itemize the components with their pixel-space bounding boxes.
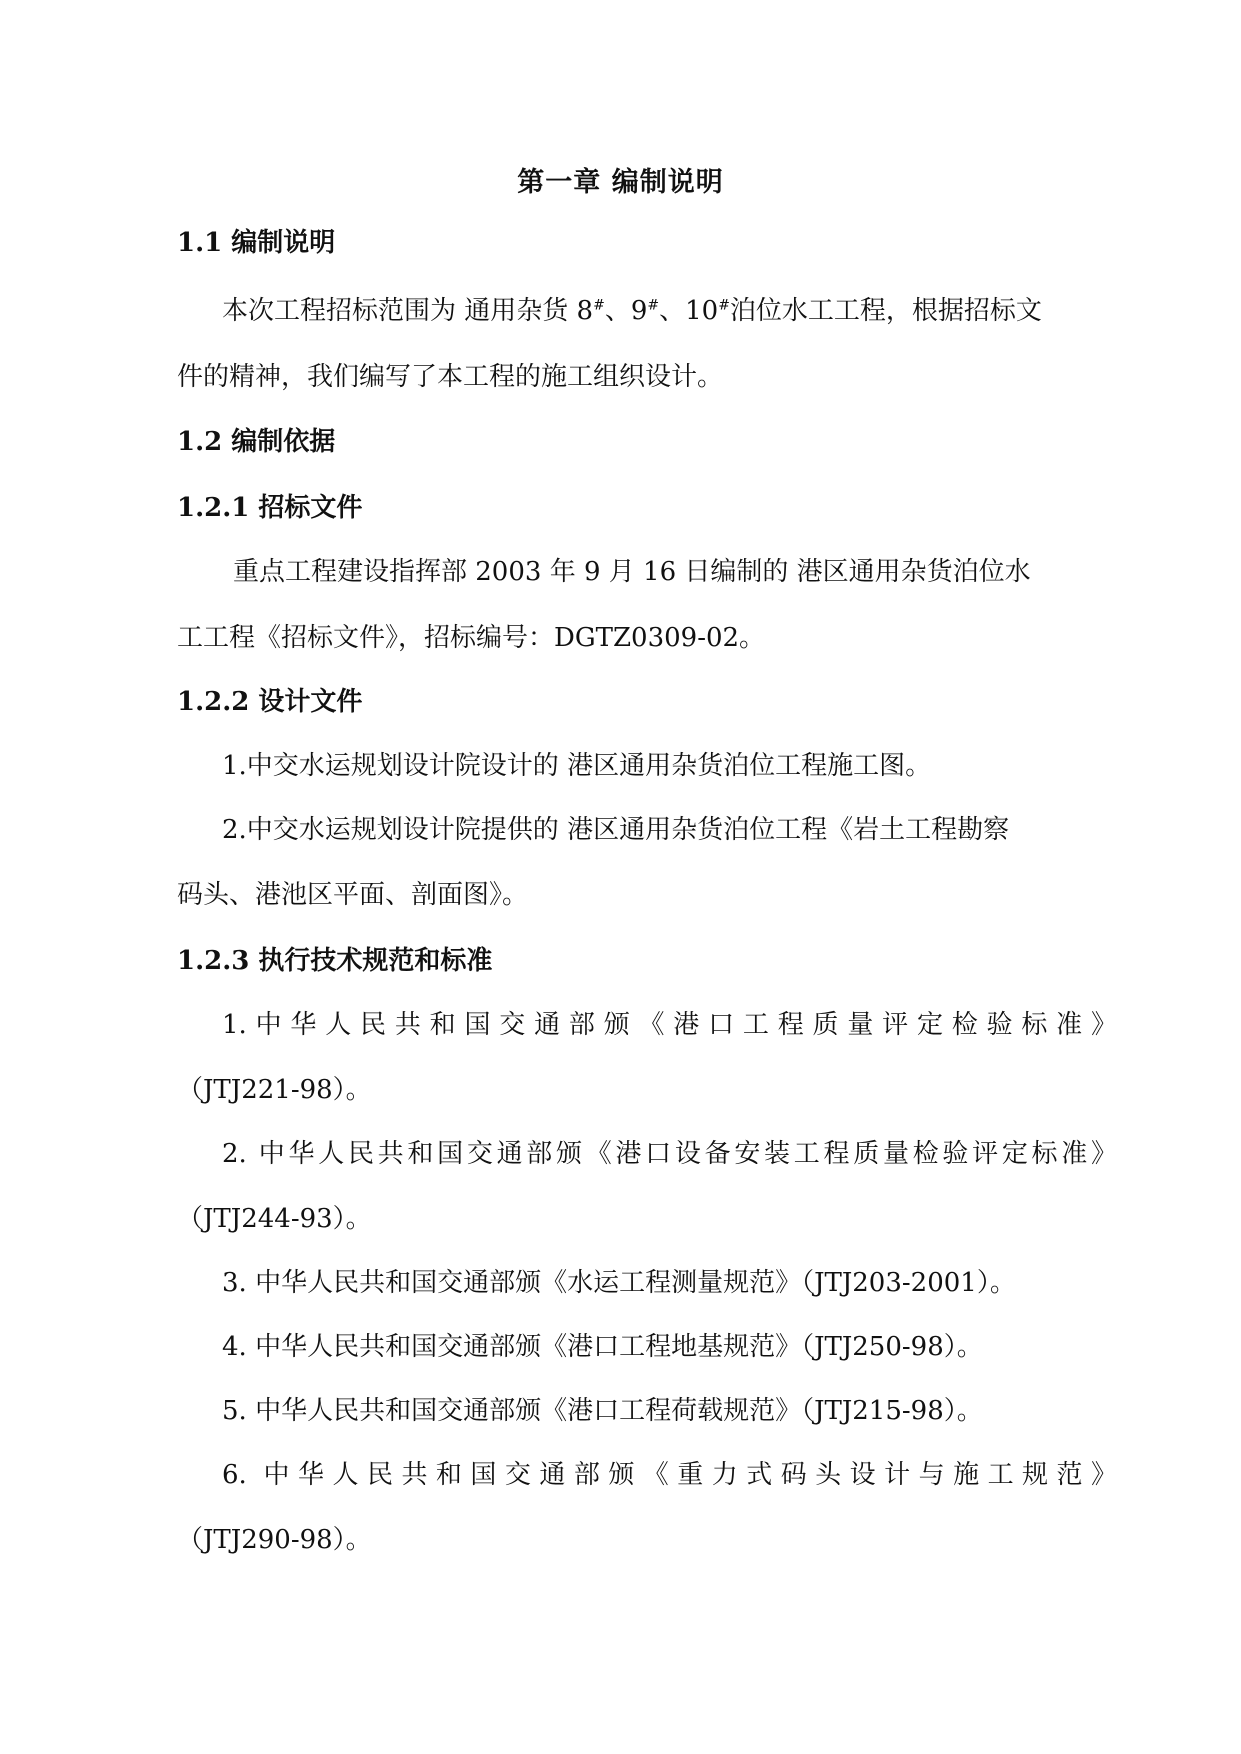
section-heading-1-1: 1.1 编制说明 [177,228,336,258]
standard-item-4: 4. 中华人民共和国交通部颁《港口工程地基规范》（JTJ250-98）。 [222,1332,983,1362]
design-doc-item-2-line2: 码头、港池区平面、剖面图》。 [177,880,529,910]
text-segment: 本次工程招标范围为 通用杂货 8 [222,296,594,326]
text-segment: 泊位水工工程，根据招标文 [729,296,1042,326]
superscript: # [647,297,660,314]
paragraph-1-1-line2: 件的精神，我们编写了本工程的施工组织设计。 [177,362,724,392]
design-doc-item-2-line1: 2.中交水运规划设计院提供的 港区通用杂货泊位工程《岩土工程勘察 [222,815,1010,845]
superscript: # [593,297,605,314]
superscript: # [718,297,730,314]
paragraph-1-1-line1 [222,290,1042,327]
text-segment: 、9 [604,296,648,326]
text-segment: 、10 [659,296,719,326]
paragraph-1-2-1-line2: 工工程《招标文件》，招标编号：DGTZ0309-02。 [177,623,766,653]
standard-item-3: 3. 中华人民共和国交通部颁《水运工程测量规范》（JTJ203-2001）。 [222,1268,1016,1298]
standard-item-5: 5. 中华人民共和国交通部颁《港口工程荷载规范》（JTJ215-98）。 [222,1396,983,1426]
section-heading-1-2-1: 1.2.1 招标文件 [177,493,363,523]
standard-item-1-line1: 1.中华人民共和国交通部颁《港口工程质量评定检验标准》 [222,1010,1117,1040]
chapter-title: 第一章 编制说明 [517,167,724,198]
paragraph-1-2-1-line1: 重点工程建设指挥部 2003 年 9 月 16 日编制的 港区通用杂货泊位水 [233,557,1031,587]
standard-item-6-line2: （JTJ290-98）。 [177,1525,372,1555]
section-heading-1-2: 1.2 编制依据 [177,427,336,457]
design-doc-item-1: 1.中交水运规划设计院设计的 港区通用杂货泊位工程施工图。 [222,751,932,781]
section-heading-1-2-2: 1.2.2 设计文件 [177,687,363,717]
standard-item-6-line1: 6. 中华人民共和国交通部颁《重力式码头设计与施工规范》 [222,1460,1117,1490]
section-heading-1-2-3: 1.2.3 执行技术规范和标准 [177,946,493,976]
standard-item-1-line2: （JTJ221-98）。 [177,1075,372,1105]
standard-item-2-line1: 2. 中华人民共和国交通部颁《港口设备安装工程质量检验评定标准》 [222,1139,1117,1169]
standard-item-2-line2: （JTJ244-93）。 [177,1204,372,1234]
